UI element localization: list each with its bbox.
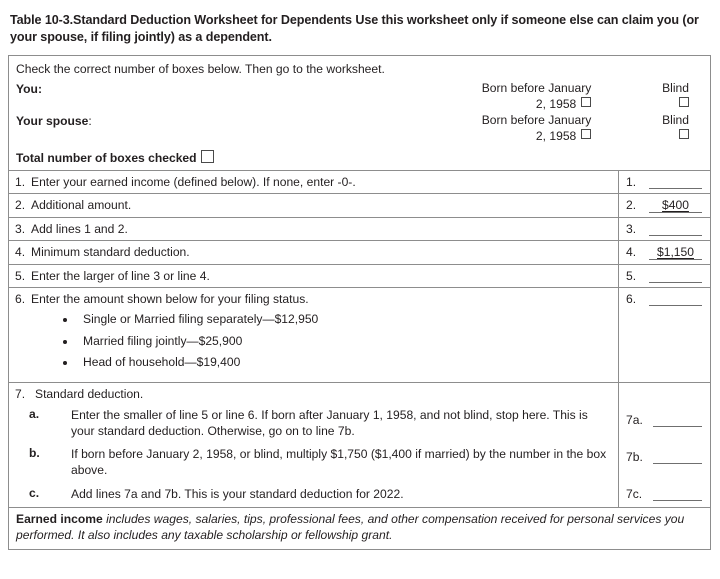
amount-number: 2. [626,198,637,212]
spouse-born-before-label: Born before January [481,113,592,127]
spacer [16,97,410,111]
spouse-born-checkbox[interactable] [581,129,591,139]
line-7c-row [9,486,618,502]
sub-text: Enter the smaller of line 5 or line 6. If born after January 1, 1958, and not blind, stop here. This is your standard deduction. Otherwise, go on to line 7b. [71,407,588,438]
amount-number: 1. [626,175,637,189]
line-amount-cell [618,171,710,193]
line-number: 6. [15,292,26,306]
footnote-lead: Earned income [16,512,103,527]
line-text: Enter the amount shown below for your filing status. [31,292,309,306]
total-boxes-checked-field[interactable] [201,150,214,163]
line-text: Standard deduction. [35,386,144,401]
you-label: You: [16,82,42,96]
line-amount-cell [618,265,710,287]
sub-letter: b. [29,446,40,461]
line-text: Enter the larger of line 3 or line 4. [31,269,210,283]
line-text: Enter your earned income (defined below). If none, enter -0-. [31,175,356,189]
line-7-left [9,383,618,508]
line-7a-amount-cell [626,413,702,427]
sub-letter: c. [29,485,40,500]
worksheet-line-2 [9,193,710,217]
line-amount-cell [618,241,710,264]
amount-input[interactable] [649,175,702,189]
worksheet-line-6 [9,287,710,382]
you-blind-label: Blind [662,81,689,95]
line-text-block [29,288,618,382]
line-number: 5. [15,269,26,283]
sub-letter: a. [29,406,40,421]
worksheet-line-4 [9,240,710,264]
you-born-before-label: Born before January [481,81,592,95]
line-7b-amount-cell [626,450,702,464]
line-7c-amount-cell [626,487,702,501]
total-boxes-checked-row [9,146,710,170]
you-born-date [410,97,593,111]
amount-number: 3. [626,222,637,236]
line-number: 2. [15,198,26,212]
you-blind-checkbox[interactable] [679,97,689,107]
amount-number: 7c. [626,486,643,501]
line-amount-cell [618,194,710,217]
amount-number: 7a. [626,412,643,427]
sub-text: If born before January 2, 1958, or blind, multiply $1,750 ($1,400 if married) by the number in the box above. [71,447,607,478]
spacer [626,427,702,450]
spouse-checkbox-row [16,129,703,143]
spacer [626,464,702,487]
line-7-heading [9,387,618,401]
standard-deduction-worksheet [8,55,711,550]
amount-input[interactable] [653,450,702,464]
line-amount-cell [618,288,710,382]
line-7-amount-column [618,383,710,508]
spouse-born-date-text: 2, 1958 [535,129,577,143]
line-text: Minimum standard deduction. [31,245,190,259]
worksheet-intro: Check the correct number of boxes below. Then go to the worksheet. [16,62,385,76]
spouse-blind-checkbox[interactable] [679,129,689,139]
earned-income-footnote [9,507,710,548]
list-item: • Married filing jointly—$25,900 [77,334,612,349]
line-number: 4. [15,245,26,259]
worksheet-line-5 [9,264,710,287]
sub-text: Add lines 7a and 7b. This is your standard deduction for 2022. [71,486,404,501]
spouse-label-colon: : [88,114,92,128]
amount-input[interactable] [653,413,702,427]
page-title: Table 10-3.Standard Deduction Worksheet for Dependents Use this worksheet only if someone else can claim you (or your spouse, if filing jointly) as a dependent. [10,13,699,44]
checkbox-header-block [9,78,710,146]
you-born-checkbox[interactable] [581,97,591,107]
line-amount-cell [618,218,710,240]
you-row [16,81,703,96]
amount-input[interactable] [649,269,702,283]
spouse-row [16,113,703,128]
total-boxes-checked-label: Total number of boxes checked [16,151,197,165]
footnote-text-line-1: includes wages, salaries, tips, professional fees, and other compensation received for personal [106,512,614,527]
worksheet-line-7 [9,382,710,508]
amount-input[interactable] [649,222,702,236]
worksheet-line-1 [9,170,710,193]
amount-input[interactable] [649,292,702,306]
you-blind-checkbox-cell [593,97,703,111]
you-born-date-text: 2, 1958 [535,97,577,111]
footnote-text-line-2: services you performed. It also includes any taxable scholarship or fellowship grant. [16,512,685,542]
spouse-blind-label: Blind [662,113,689,127]
list-item: • Head of household—$19,400 [77,355,612,370]
amount-input[interactable]: $1,150 [649,245,702,260]
filing-status-list [31,306,612,378]
line-text: Additional amount. [31,198,132,212]
spouse-blind-checkbox-cell [593,129,703,143]
amount-number: 4. [626,245,637,259]
amount-number: 7b. [626,449,643,464]
amount-input[interactable] [653,487,702,501]
spacer [626,387,702,413]
amount-input[interactable]: $400 [649,198,702,213]
line-text: Add lines 1 and 2. [31,222,128,236]
amount-number: 5. [626,269,637,283]
line-number: 7. [15,386,26,401]
worksheet-line-3 [9,217,710,240]
amount-number: 6. [626,292,637,306]
line-number: 3. [15,222,26,236]
you-checkbox-row [16,97,703,111]
line-7b-row [9,446,618,479]
list-item: • Single or Married filing separately—$12,950 [77,312,612,327]
line-7a-row [9,407,618,440]
line-number: 1. [15,175,26,189]
spouse-label-text: Your spouse [16,114,89,128]
spouse-born-date [410,129,593,143]
spouse-label [16,113,410,128]
spacer [16,129,410,143]
